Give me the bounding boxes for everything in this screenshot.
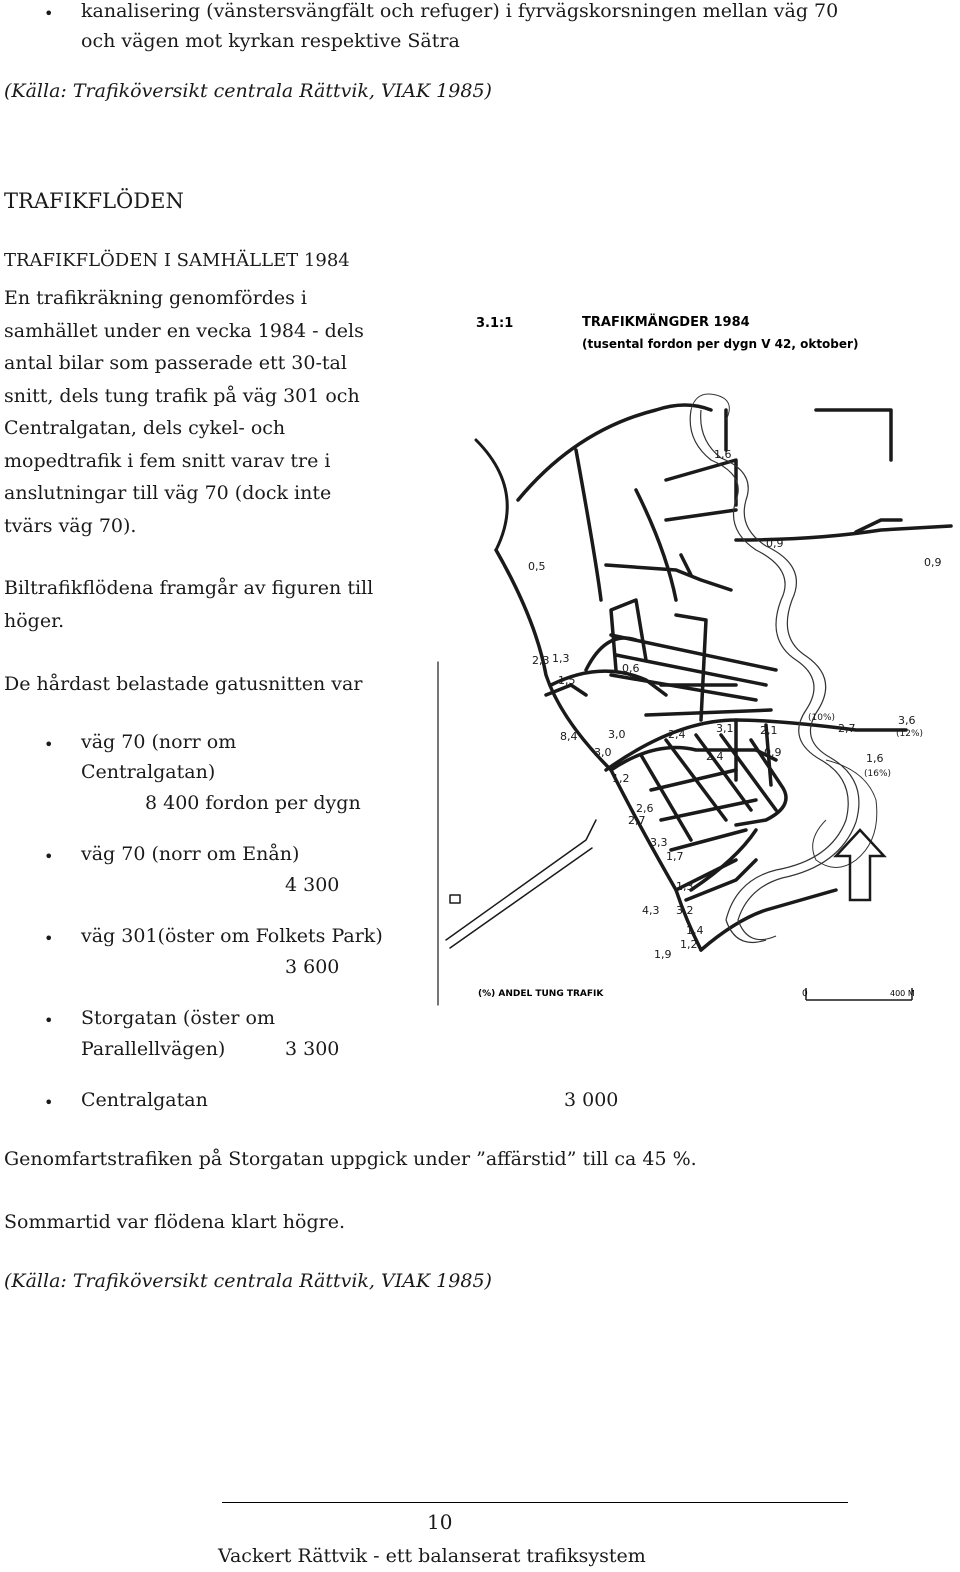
para-line: samhället under en vecka 1984 - dels xyxy=(4,319,364,342)
map-label: 1,2 xyxy=(680,938,698,951)
list-item-4-value: 3 300 xyxy=(285,1038,340,1060)
map-label: 0,9 xyxy=(924,556,942,569)
list-item-2-value: 4 300 xyxy=(285,874,340,896)
map-label: 1,5 xyxy=(558,674,576,687)
para-line: En trafikräkning genomfördes i xyxy=(4,287,307,309)
para-line: höger. xyxy=(4,609,65,632)
map-label: (16%) xyxy=(864,769,892,779)
intro-bullet-line-2: och vägen mot kyrkan respektive Sätra xyxy=(81,30,460,52)
map-label: (10%) xyxy=(808,713,836,723)
bullet-marker: • xyxy=(44,735,54,754)
bullet-marker: • xyxy=(44,847,54,866)
map-label: 2,7 xyxy=(838,722,856,735)
map-label: 2,3 xyxy=(532,654,550,667)
para-line: anslutningar till väg 70 (dock inte xyxy=(4,482,332,504)
list-item-5-line1: Centralgatan xyxy=(81,1089,208,1111)
bullet-marker: • xyxy=(44,1011,54,1030)
map-label: 1,6 xyxy=(714,448,732,461)
map-label: 3,2 xyxy=(676,904,694,917)
map-label: 2,4 xyxy=(706,750,724,763)
list-item-1-line2: Centralgatan) xyxy=(81,761,216,783)
para-line: mopedtrafik i fem snitt varav tre i xyxy=(4,449,331,472)
map-label: 0,9 xyxy=(764,746,782,759)
source-citation-top: (Källa: Trafiköversikt centrala Rättvik, VIAK 1985) xyxy=(4,80,492,102)
paragraph-heaviest: De hårdast belastade gatusnitten var xyxy=(4,673,363,695)
intro-bullet-line-1: kanalisering (vänstersvängfält och refuger) i fyrvägskorsningen mellan väg 70 xyxy=(81,0,839,22)
footer-doc-title: Vackert Rättvik - ett balanserat trafiksystem xyxy=(218,1545,646,1567)
map-label: 3,0 xyxy=(608,728,626,741)
map-label: 4,3 xyxy=(642,904,660,917)
map-label: 0,6 xyxy=(622,662,640,675)
para-line: Centralgatan, dels cykel- och xyxy=(4,417,286,439)
scale-end: 400 M xyxy=(890,989,915,998)
bullet-marker: • xyxy=(44,4,54,23)
list-item-5-value: 3 000 xyxy=(564,1089,619,1111)
source-citation-bottom: (Källa: Trafiköversikt centrala Rättvik, VIAK 1985) xyxy=(4,1270,492,1292)
map-label: 1,3 xyxy=(676,880,694,893)
list-item-2-line1: väg 70 (norr om Enån) xyxy=(81,843,300,865)
map-label: 3,3 xyxy=(650,836,668,849)
list-item-1-value: 8 400 fordon per dygn xyxy=(145,792,361,814)
map-label: 0,5 xyxy=(528,560,546,573)
map-label: 3,6 xyxy=(898,714,916,727)
map-label: 1,9 xyxy=(654,948,672,961)
scale-start: 0 xyxy=(802,989,808,999)
paragraph-traffic-count xyxy=(4,282,364,542)
map-subtitle: (tusental fordon per dygn V 42, oktober) xyxy=(582,337,859,351)
traffic-volume-map xyxy=(436,300,956,1012)
list-item-4-line1: Storgatan (öster om xyxy=(81,1007,275,1029)
map-label: 8,4 xyxy=(560,730,578,743)
map-title: TRAFIKMÄNGDER 1984 xyxy=(582,315,750,330)
map-label: 2,4 xyxy=(668,728,686,741)
map-label: 1,4 xyxy=(686,924,704,937)
paragraph-summer: Sommartid var flödena klart högre. xyxy=(4,1211,345,1233)
bullet-marker: • xyxy=(44,929,54,948)
page-number: 10 xyxy=(427,1510,453,1534)
list-item-3-value: 3 600 xyxy=(285,956,340,978)
bullet-marker: • xyxy=(44,1093,54,1112)
subheading: TRAFIKFLÖDEN I SAMHÄLLET 1984 xyxy=(4,250,350,271)
map-label: 3,1 xyxy=(716,722,734,735)
map-label: 2,1 xyxy=(760,724,778,737)
map-label: 3,0 xyxy=(594,746,612,759)
para-line: snitt, dels tung trafik på väg 301 och xyxy=(4,384,360,407)
north-arrow-icon xyxy=(836,830,884,900)
map-label: 0,9 xyxy=(766,537,784,550)
map-label: 2,7 xyxy=(628,814,646,827)
para-line: tvärs väg 70). xyxy=(4,514,137,537)
figure-number: 3.1:1 xyxy=(476,316,514,331)
list-item-4-line2: Parallellvägen) xyxy=(81,1038,226,1060)
map-label: 1,6 xyxy=(866,752,884,765)
footer-divider xyxy=(222,1502,848,1503)
list-item-1-line1: väg 70 (norr om xyxy=(81,731,237,753)
paragraph-figure-ref xyxy=(4,572,373,637)
map-label: 1,7 xyxy=(666,850,684,863)
para-line: antal bilar som passerade ett 30-tal xyxy=(4,352,347,374)
para-line: Biltrafikflödena framgår av figuren till xyxy=(4,577,374,599)
section-heading: TRAFIKFLÖDEN xyxy=(4,189,184,213)
list-item-3-line1: väg 301(öster om Folkets Park) xyxy=(81,925,383,947)
map-label: 2,6 xyxy=(636,802,654,815)
map-label: 1,3 xyxy=(552,652,570,665)
map-legend: (%) ANDEL TUNG TRAFIK xyxy=(478,989,604,999)
map-label: (12%) xyxy=(896,729,924,739)
paragraph-through-traffic: Genomfartstrafiken på Storgatan uppgick under ”affärstid” till ca 45 %. xyxy=(4,1148,697,1170)
map-label: 1,2 xyxy=(612,772,630,785)
